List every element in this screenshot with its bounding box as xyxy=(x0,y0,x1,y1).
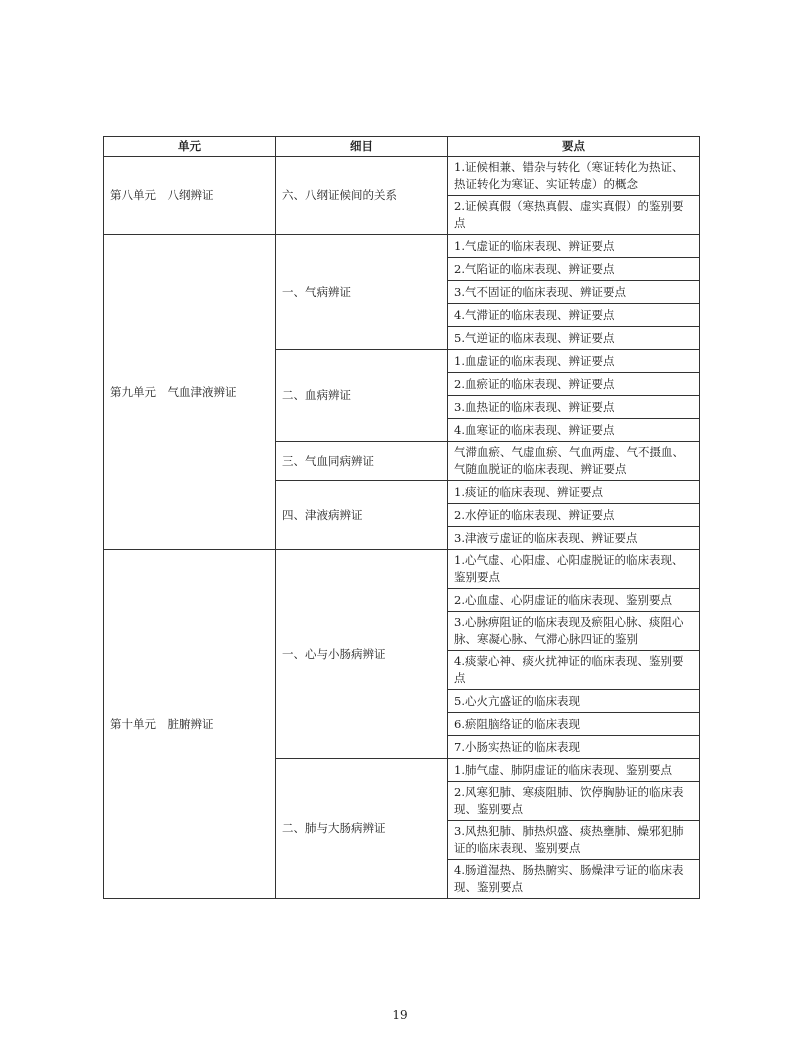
point-cell: 2.水停证的临床表现、辨证要点 xyxy=(448,504,700,527)
point-cell: 2.血瘀证的临床表现、辨证要点 xyxy=(448,373,700,396)
point-cell: 3.心脉痹阻证的临床表现及瘀阻心脉、痰阻心脉、寒凝心脉、气滞心脉四证的鉴别 xyxy=(448,612,700,651)
table-row xyxy=(104,157,700,196)
point-cell: 1.肺气虚、肺阴虚证的临床表现、鉴别要点 xyxy=(448,759,700,782)
point-cell: 1.气虚证的临床表现、辨证要点 xyxy=(448,235,700,258)
unit-cell: 第十单元 脏腑辨证 xyxy=(104,550,276,899)
item-cell: 六、八纲证候间的关系 xyxy=(276,157,448,235)
table-header-row xyxy=(104,137,700,157)
point-cell: 3.血热证的临床表现、辨证要点 xyxy=(448,396,700,419)
item-cell: 一、气病辨证 xyxy=(276,235,448,350)
item-cell: 二、血病辨证 xyxy=(276,350,448,442)
point-cell: 4.血寒证的临床表现、辨证要点 xyxy=(448,419,700,442)
item-cell: 四、津液病辨证 xyxy=(276,481,448,550)
point-cell: 1.血虚证的临床表现、辨证要点 xyxy=(448,350,700,373)
point-cell: 1.证候相兼、错杂与转化（寒证转化为热证、热证转化为寒证、实证转虚）的概念 xyxy=(448,157,700,196)
point-cell: 气滞血瘀、气虚血瘀、气血两虚、气不摄血、气随血脱证的临床表现、辨证要点 xyxy=(448,442,700,481)
table-row xyxy=(104,550,700,589)
point-cell: 5.心火亢盛证的临床表现 xyxy=(448,690,700,713)
header-unit: 单元 xyxy=(104,137,276,157)
header-points: 要点 xyxy=(448,137,700,157)
table-body xyxy=(104,157,700,899)
point-cell: 2.气陷证的临床表现、辨证要点 xyxy=(448,258,700,281)
point-cell: 7.小肠实热证的临床表现 xyxy=(448,736,700,759)
point-cell: 3.气不固证的临床表现、辨证要点 xyxy=(448,281,700,304)
point-cell: 6.瘀阻脑络证的临床表现 xyxy=(448,713,700,736)
point-cell: 4.肠道湿热、肠热腑实、肠燥津亏证的临床表现、鉴别要点 xyxy=(448,860,700,899)
point-cell: 1.痰证的临床表现、辨证要点 xyxy=(448,481,700,504)
point-cell: 2.风寒犯肺、寒痰阻肺、饮停胸胁证的临床表现、鉴别要点 xyxy=(448,782,700,821)
item-cell: 二、肺与大肠病辨证 xyxy=(276,759,448,899)
page-number: 19 xyxy=(392,1008,408,1022)
point-cell: 3.风热犯肺、肺热炽盛、痰热壅肺、燥邪犯肺证的临床表现、鉴别要点 xyxy=(448,821,700,860)
unit-cell: 第八单元 八纲辨证 xyxy=(104,157,276,235)
point-cell: 1.心气虚、心阳虚、心阳虚脱证的临床表现、鉴别要点 xyxy=(448,550,700,589)
unit-cell: 第九单元 气血津液辨证 xyxy=(104,235,276,550)
item-cell: 一、心与小肠病辨证 xyxy=(276,550,448,759)
point-cell: 5.气逆证的临床表现、辨证要点 xyxy=(448,327,700,350)
table-row xyxy=(104,235,700,258)
point-cell: 4.气滞证的临床表现、辨证要点 xyxy=(448,304,700,327)
syllabus-table xyxy=(103,136,700,899)
point-cell: 3.津液亏虚证的临床表现、辨证要点 xyxy=(448,527,700,550)
point-cell: 2.证候真假（寒热真假、虚实真假）的鉴别要点 xyxy=(448,196,700,235)
header-item: 细目 xyxy=(276,137,448,157)
point-cell: 4.痰蒙心神、痰火扰神证的临床表现、鉴别要点 xyxy=(448,651,700,690)
item-cell: 三、气血同病辨证 xyxy=(276,442,448,481)
point-cell: 2.心血虚、心阴虚证的临床表现、鉴别要点 xyxy=(448,589,700,612)
